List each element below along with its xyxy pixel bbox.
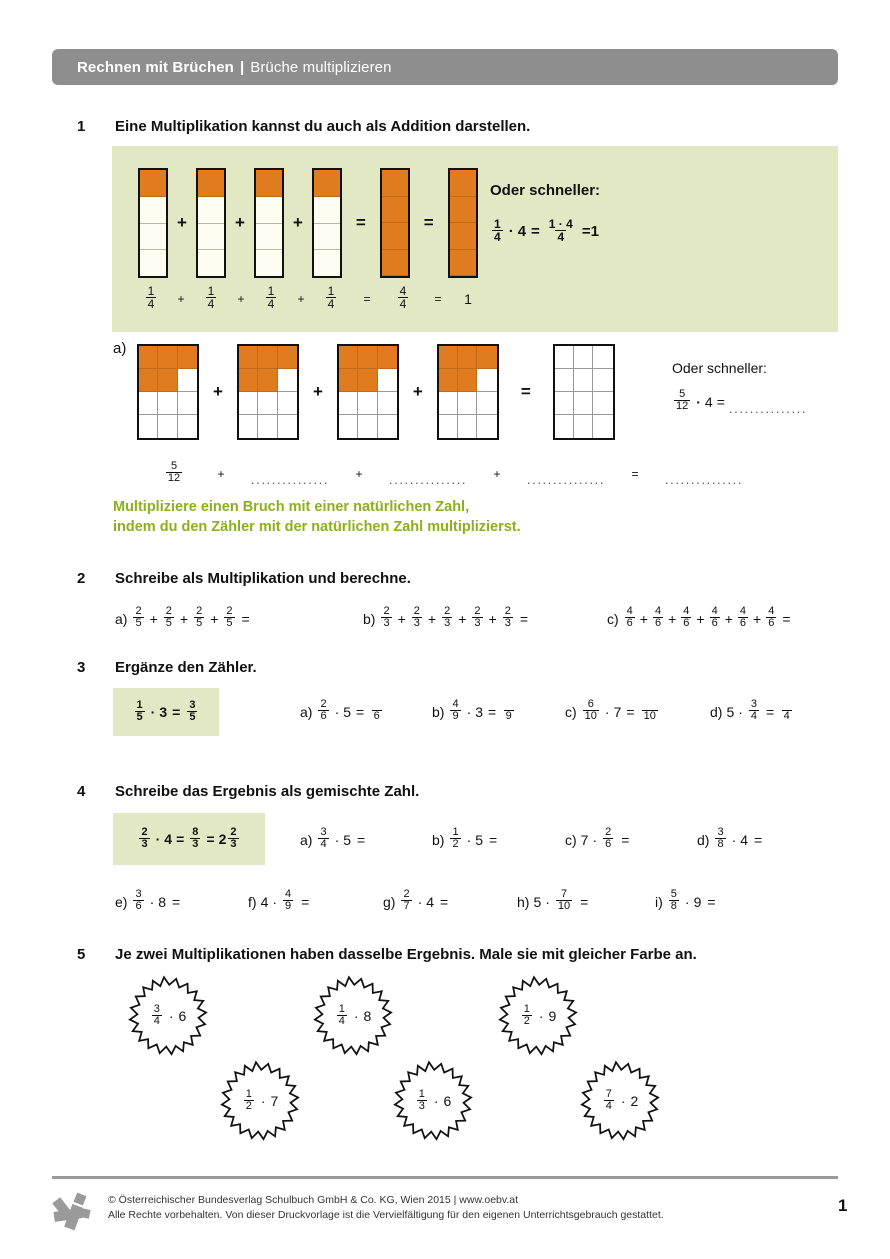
- fraction-result: $\frac{4}{4}$: [399, 284, 407, 311]
- factor: 6: [178, 1008, 187, 1024]
- factor: 8: [363, 1008, 372, 1024]
- exercise-1-number: 1: [77, 118, 86, 135]
- operator-plus: +: [237, 291, 245, 306]
- operator-equals: =: [355, 213, 366, 232]
- factor: 4: [740, 831, 749, 848]
- factor: 3: [475, 703, 484, 720]
- fraction-term: $\frac{3}{8}$: [717, 826, 724, 850]
- fraction-grid-empty-answer[interactable]: [553, 344, 615, 440]
- exercise-2-item-b: b) $\frac{2}{3}$ + $\frac{2}{3}$ + $\frac{2}{3}$ + $\frac{2}{3}$ + $\frac{2}{3}$ =: [363, 605, 529, 629]
- fraction-term: $\frac{5}{12}$: [167, 460, 181, 484]
- fraction-term: $\frac{1}{3}$: [418, 1087, 425, 1112]
- burst-shape-3[interactable]: [478, 975, 598, 1057]
- fraction-term: $\frac{7}{10}$: [557, 888, 571, 912]
- bar-cell-filled: [382, 170, 408, 197]
- factor: 9: [693, 893, 702, 910]
- exercise-4-number: 4: [77, 783, 86, 800]
- equals-answer-slot[interactable]: =: [580, 893, 589, 910]
- exercise-3-example-box: $\frac{1}{5}$ · 3 = $\frac{3}{5}$: [113, 688, 219, 736]
- fraction-term: $\frac{1}{4}$: [147, 284, 155, 311]
- fraction-term: $\frac{7}{4}$: [605, 1087, 612, 1112]
- fraction-grid: [237, 344, 299, 440]
- bar-cell: [140, 250, 166, 276]
- bar-cell: [198, 224, 224, 251]
- exercise-4-item-h: h) 5 · $\frac{7}{10}$ =: [517, 888, 589, 912]
- exercise-3-item-d: d) 5 · $\frac{3}{4}$ = 4: [710, 700, 794, 723]
- answer-blank[interactable]: ...............: [388, 472, 468, 487]
- fraction-term: $\frac{3}{4}$: [320, 826, 327, 850]
- factor: 8: [158, 893, 167, 910]
- item-label: i): [655, 893, 663, 910]
- bar-cell: [314, 197, 340, 224]
- denominator: 9: [505, 710, 512, 722]
- burst-shape-2[interactable]: [293, 975, 413, 1057]
- item-label: f): [248, 893, 257, 910]
- publisher-logo-icon: [48, 1186, 96, 1234]
- fraction-bar: [254, 168, 284, 278]
- equals-answer-slot[interactable]: =: [707, 893, 716, 910]
- fraction-term: $\frac{4}{9}$: [452, 698, 459, 722]
- part-a-grids-row: [137, 344, 615, 440]
- exercise-3-item-b: b) $\frac{4}{9}$ · 3 = 9: [432, 700, 516, 723]
- fraction-mixed-part: $\frac{2}{3}$: [230, 825, 237, 850]
- oder-schneller-formula: $\frac{1}{4}$ · 4 = $\frac{1 \cdot 4}{4}$ = 1: [494, 217, 599, 244]
- burst-expression: $\frac{1}{4}$ · 8: [338, 1002, 372, 1027]
- fraction-bar: [312, 168, 342, 278]
- fraction-term: $\frac{2}{5}$: [135, 605, 142, 629]
- fraction-one-fifth: $\frac{1}{5}$: [136, 698, 143, 723]
- fraction-grid: [437, 344, 499, 440]
- exercise-4-example-box: $\frac{2}{3}$ · 4 = $\frac{8}{3}$ = 2 $\frac{2}{3}$: [113, 813, 265, 865]
- bar-cell: [140, 224, 166, 251]
- equals-answer-slot[interactable]: =: [172, 893, 181, 910]
- copyright-line-2: Alle Rechte vorbehalten. Von dieser Druckvorlage ist die Vervielfältigung für den eigenen Unterrichtsgebrauch gestattet.: [108, 1209, 664, 1221]
- bar-cell: [198, 197, 224, 224]
- item-label: a): [300, 703, 313, 720]
- exercise-4-title: Schreibe das Ergebnis als gemischte Zahl.: [115, 783, 420, 800]
- fraction-term: $\frac{2}{5}$: [226, 605, 233, 629]
- fraction-term: $\frac{4}{6}$: [739, 605, 747, 629]
- item-label: e): [115, 893, 128, 910]
- denominator: 10: [643, 710, 656, 722]
- answer-blank[interactable]: ...............: [664, 472, 744, 487]
- header-separator: |: [239, 58, 245, 76]
- item-label: d): [697, 831, 710, 848]
- factor: 6: [443, 1093, 452, 1109]
- exercise-3-title: Ergänze den Zähler.: [115, 659, 257, 676]
- bar-cell: [256, 197, 282, 224]
- burst-expression: $\frac{3}{4}$ · 6: [153, 1002, 187, 1027]
- exercise-4-item-f: f) 4 · $\frac{4}{9}$ =: [248, 888, 310, 912]
- burst-expression: $\frac{1}{2}$ · 9: [523, 1002, 557, 1027]
- fraction-term: $\frac{3}{4}$: [153, 1002, 160, 1027]
- equals-answer-slot[interactable]: =: [782, 610, 791, 627]
- numerator: 1 · 4: [548, 217, 573, 231]
- burst-shape-5[interactable]: [373, 1060, 493, 1142]
- answer-blank[interactable]: ...............: [250, 472, 330, 487]
- exercise-2-number: 2: [77, 570, 86, 587]
- factor: 3: [159, 704, 168, 720]
- operator-plus: +: [177, 213, 187, 232]
- oder-schneller-label: Oder schneller:: [490, 182, 601, 199]
- burst-expression: $\frac{1}{2}$ · 7: [245, 1087, 279, 1112]
- item-label: b): [363, 610, 376, 627]
- fraction-term: $\frac{2}{5}$: [196, 605, 203, 629]
- fraction-term: $\frac{5}{8}$: [670, 888, 677, 912]
- prefix-number: 5: [533, 893, 542, 910]
- equals-answer-slot[interactable]: =: [754, 831, 763, 848]
- bar-cell-filled: [140, 170, 166, 197]
- bar-cell-filled: [314, 170, 340, 197]
- fraction-bar: [138, 168, 168, 278]
- page-number: 1: [838, 1196, 848, 1215]
- factor: 5: [343, 831, 352, 848]
- factor: 5: [343, 703, 352, 720]
- factor: 4: [426, 893, 435, 910]
- fraction-bar-result: [448, 168, 478, 278]
- operator-plus: +: [355, 466, 363, 481]
- fraction-bar: [196, 168, 226, 278]
- fraction-answer[interactable]: [781, 699, 792, 722]
- exercise-4-item-i: i) $\frac{5}{8}$ · 9 =: [655, 888, 716, 912]
- bar-cell-filled: [382, 250, 408, 277]
- item-label: d): [710, 703, 723, 720]
- fraction-term: $\frac{4}{6}$: [654, 605, 662, 629]
- exercise-5-title: Je zwei Multiplikationen haben dasselbe Ergebnis. Male sie mit gleicher Farbe an.: [115, 946, 697, 963]
- oder-schneller-formula: $\frac{5}{12}$ · 4 = ...............: [676, 388, 808, 416]
- denominator: 6: [373, 710, 380, 722]
- fraction-term: $\frac{1}{4}$: [327, 284, 335, 311]
- fraction-improper: $\frac{8}{3}$: [192, 825, 199, 850]
- operator-equals: =: [423, 213, 434, 232]
- rule-line-1: Multipliziere einen Bruch mit einer natürlichen Zahl,: [113, 499, 470, 515]
- exercise-1-sum-line: [136, 286, 478, 311]
- burst-expression: $\frac{7}{4}$ · 2: [605, 1087, 639, 1112]
- item-label: c): [565, 703, 577, 720]
- fraction-five-twelfths: $\frac{5}{12}$: [676, 388, 689, 412]
- fraction-term: $\frac{2}{7}$: [403, 888, 410, 912]
- operator-equals: =: [434, 291, 442, 306]
- exercise-3-item-a: a) $\frac{2}{6}$ · 5 = 6: [300, 700, 384, 723]
- item-label: a): [115, 610, 128, 627]
- fraction-term: $\frac{1}{2}$: [245, 1087, 252, 1112]
- item-label: c): [607, 610, 619, 627]
- fraction-term: $\frac{2}{3}$: [413, 605, 420, 629]
- operator-plus: +: [297, 291, 305, 306]
- fraction-grid: [337, 344, 399, 440]
- operator-plus: +: [493, 466, 501, 481]
- bar-cell-filled: [256, 170, 282, 197]
- prefix-number: 5: [726, 703, 735, 720]
- fraction-two-thirds: $\frac{2}{3}$: [141, 825, 148, 850]
- exercise-4-item-g: g) $\frac{2}{7}$ · 4 =: [383, 888, 449, 912]
- exercise-3-number: 3: [77, 659, 86, 676]
- fraction-term: $\frac{2}{3}$: [444, 605, 451, 629]
- item-label: a): [300, 831, 313, 848]
- exercise-2-item-c: c) $\frac{4}{6}$ + $\frac{4}{6}$ + $\frac{4}{6}$ + $\frac{4}{6}$ + $\frac{4}{6}$ + $\frac{4}{6}$ =: [607, 605, 791, 629]
- factor: 4: [517, 223, 527, 240]
- fraction-term: $\frac{3}{6}$: [135, 888, 142, 912]
- whole-number: 2: [218, 831, 227, 847]
- exercise-4-item-e: e) $\frac{3}{6}$ · 8 =: [115, 888, 181, 912]
- part-a-label: a): [113, 340, 127, 357]
- fraction-one-quarter: $\frac{1}{4}$: [494, 217, 501, 244]
- exercise-4-item-d: d) $\frac{3}{8}$ · 4 =: [697, 826, 763, 850]
- burst-expression: $\frac{1}{3}$ · 6: [418, 1087, 452, 1112]
- prefix-number: 7: [580, 831, 589, 848]
- exercise-4-item-b: b) $\frac{1}{2}$ · 5 =: [432, 826, 498, 850]
- bar-cell-filled: [450, 250, 476, 277]
- fraction-term: $\frac{6}{10}$: [584, 698, 597, 722]
- factor: 5: [475, 831, 484, 848]
- factor: 9: [548, 1008, 557, 1024]
- operator-plus: +: [234, 213, 245, 232]
- fraction-term: $\frac{3}{4}$: [750, 698, 758, 722]
- bar-cell-filled: [382, 223, 408, 250]
- fraction-term: $\frac{1}{2}$: [523, 1002, 530, 1027]
- fraction-term: $\frac{2}{6}$: [605, 826, 612, 850]
- item-label: b): [432, 703, 445, 720]
- operator-plus: +: [312, 382, 323, 401]
- factor: 7: [613, 703, 622, 720]
- exercise-3-item-c: c) $\frac{6}{10}$ · 7 = 10: [565, 698, 656, 722]
- burst-shape-4[interactable]: [200, 1060, 320, 1142]
- equals-answer-slot[interactable]: =: [440, 893, 449, 910]
- operator-equals: =: [520, 382, 531, 401]
- operator-equals: =: [631, 466, 639, 481]
- burst-shape-1[interactable]: [108, 975, 228, 1057]
- factor: 4: [704, 393, 713, 410]
- bar-cell-filled: [382, 197, 408, 224]
- rule-text-block: [113, 497, 521, 537]
- item-label: b): [432, 831, 445, 848]
- operator-plus: +: [217, 466, 225, 481]
- exercise-4-item-a: a) $\frac{3}{4}$ · 5 =: [300, 826, 366, 850]
- copyright-line-1: © Österreichischer Bundesverlag Schulbuch GmbH & Co. KG, Wien 2015 | www.oebv.at: [108, 1194, 519, 1206]
- fraction-term: $\frac{2}{5}$: [165, 605, 172, 629]
- bar-cell: [256, 250, 282, 276]
- equals-answer-slot[interactable]: =: [301, 893, 310, 910]
- fraction-product: [547, 218, 575, 243]
- fraction-term: $\frac{1}{2}$: [452, 826, 459, 850]
- fraction-grid: [137, 344, 199, 440]
- rule-line-2: indem du den Zähler mit der natürlichen Zahl multiplizierst.: [113, 519, 521, 535]
- equals-answer-slot[interactable]: =: [241, 610, 250, 627]
- bar-cell: [314, 224, 340, 251]
- burst-shape-6[interactable]: [560, 1060, 680, 1142]
- operator-plus: +: [213, 382, 223, 401]
- equals-answer-slot[interactable]: =: [489, 831, 498, 848]
- bar-cell-filled: [198, 170, 224, 197]
- answer-blank[interactable]: ...............: [526, 472, 606, 487]
- oder-schneller-label: Oder schneller:: [672, 360, 767, 376]
- page-header-bar: [52, 49, 838, 85]
- fraction-bars-row: [138, 168, 478, 278]
- factor: 7: [270, 1093, 279, 1109]
- exercise-1-title: Eine Multiplikation kannst du auch als Addition darstellen.: [115, 118, 531, 135]
- fraction-term: $\frac{1}{4}$: [338, 1002, 345, 1027]
- part-a-sum-line: [150, 462, 750, 485]
- oder-schneller-block-a: [672, 360, 808, 416]
- exercise-1-green-panel: [112, 146, 838, 332]
- result-value: 1: [590, 223, 599, 240]
- item-label: g): [383, 893, 396, 910]
- header-title: Rechnen mit Brüchen: [77, 58, 234, 76]
- bar-cell: [314, 250, 340, 276]
- fraction-answer[interactable]: [642, 699, 658, 722]
- operator-plus: +: [292, 213, 303, 232]
- footer-divider: [52, 1176, 838, 1179]
- exercise-2-item-a: a) $\frac{2}{5}$ + $\frac{2}{5}$ + $\frac{2}{5}$ + $\frac{2}{5}$ =: [115, 605, 250, 629]
- denominator: 4: [557, 230, 565, 244]
- oder-schneller-block-1: [490, 182, 600, 244]
- fraction-answer[interactable]: [503, 699, 514, 722]
- fraction-bar-result: [380, 168, 410, 278]
- fraction-term: $\frac{4}{6}$: [626, 605, 633, 629]
- denominator: 4: [783, 710, 790, 722]
- copyright-text: [108, 1193, 664, 1223]
- equals-answer-slot[interactable]: =: [357, 831, 366, 848]
- bar-cell-filled: [450, 170, 476, 197]
- fraction-three-fifths: $\frac{3}{5}$: [189, 698, 196, 723]
- bar-cell-filled: [450, 197, 476, 224]
- fraction-term: $\frac{4}{6}$: [768, 605, 775, 629]
- bar-cell: [140, 197, 166, 224]
- item-label: h): [517, 893, 530, 910]
- fraction-answer[interactable]: [371, 699, 382, 722]
- header-subtitle: Brüche multiplizieren: [250, 58, 392, 76]
- operator-equals: =: [363, 291, 371, 306]
- operator-plus: +: [412, 382, 423, 401]
- fraction-term: $\frac{2}{3}$: [474, 605, 481, 629]
- fraction-term: $\frac{1}{4}$: [267, 284, 275, 311]
- equals-answer-slot[interactable]: =: [621, 831, 630, 848]
- factor: 4: [164, 831, 173, 847]
- result-value: 1: [464, 290, 472, 307]
- answer-blank[interactable]: ...............: [728, 401, 808, 416]
- fraction-term: $\frac{2}{3}$: [383, 605, 390, 629]
- operator-plus: +: [177, 291, 185, 306]
- fraction-term: $\frac{2}{3}$: [504, 605, 511, 629]
- fraction-term: $\frac{4}{6}$: [711, 605, 718, 629]
- fraction-term: $\frac{2}{6}$: [320, 698, 327, 722]
- exercise-2-title: Schreibe als Multiplikation und berechne.: [115, 570, 411, 587]
- exercise-4-item-c: c) 7 · $\frac{2}{6}$ =: [565, 826, 630, 850]
- equals-answer-slot[interactable]: =: [519, 610, 529, 627]
- bar-cell: [198, 250, 224, 276]
- fraction-term: $\frac{4}{9}$: [285, 888, 292, 912]
- bar-cell: [256, 224, 282, 251]
- fraction-term: $\frac{1}{4}$: [207, 284, 215, 311]
- exercise-5-number: 5: [77, 946, 86, 963]
- fraction-term: $\frac{4}{6}$: [683, 605, 690, 629]
- item-label: c): [565, 831, 577, 848]
- prefix-number: 4: [260, 893, 269, 910]
- factor: 2: [630, 1093, 639, 1109]
- bar-cell-filled: [450, 223, 476, 250]
